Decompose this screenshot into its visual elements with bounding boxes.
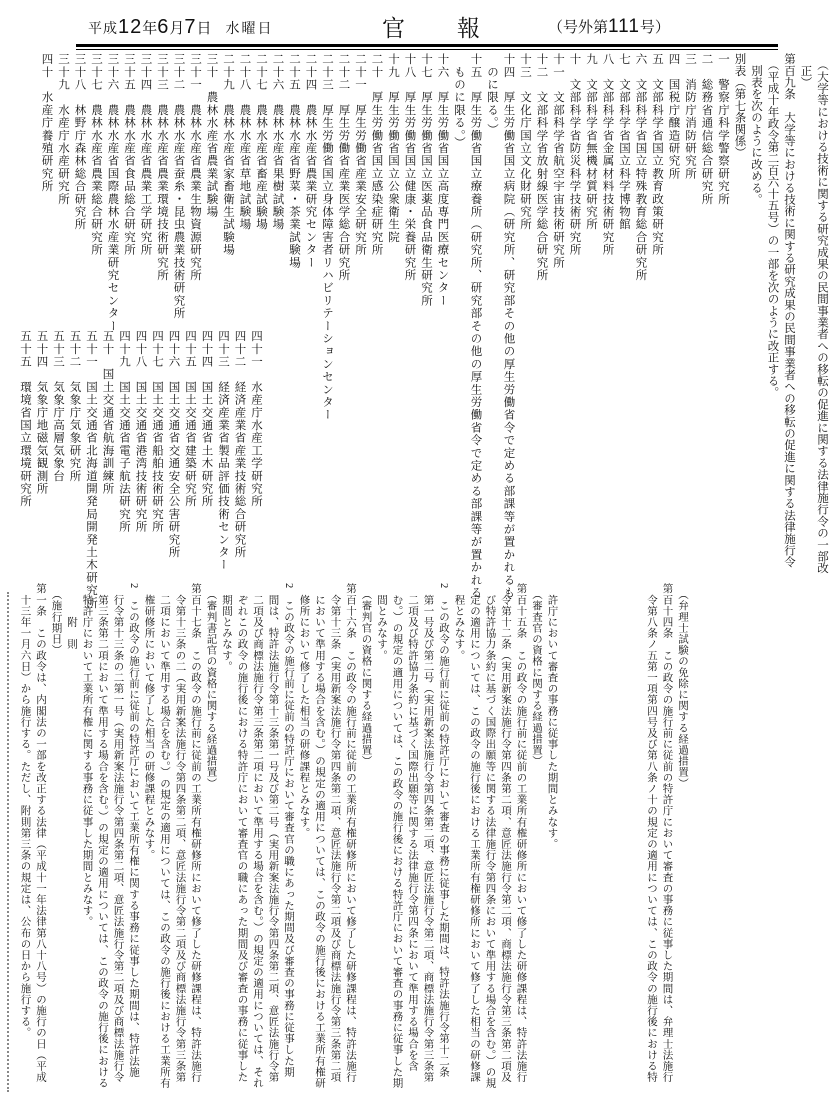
weekday-label: 水曜日 [225, 22, 274, 37]
text-column: 二項及び特許協力条約に基づく国際出願等に関する法律施行令第四条において準用する場合を含 [407, 583, 418, 1072]
text-column: 二十一 厚生労働省産業安全研究所 [354, 53, 366, 257]
header-rule-thin [76, 49, 778, 50]
text-column: 二十七 農林水産省畜産試験場 [255, 53, 267, 231]
text-column: 許庁において審査の事務に従事した期間とみなす。 [546, 583, 558, 850]
text-column: 五十三 気象庁高層気象台 [52, 330, 64, 483]
text-column: 四十一 水産庁水産工学研究所 [250, 330, 262, 508]
text-column: 第一号及び第二号（実用新案法施行令第四条第二項、意匠法施行令第二項、商標法施行令第三条第 [422, 583, 434, 1083]
text-column: ものに限る。） [453, 53, 465, 149]
text-column: 定の適用については、この政令の施行後における工業所有権研修所において修了した相当の研修課 [469, 583, 480, 1083]
text-column: 間とみなす。 [376, 583, 387, 661]
text-column: 第百九条 大学等における技術に関する研究成果の民間事業者への移転の促進に関する法律施行令 [783, 53, 795, 568]
text-column: ぞれこの政令の施行後における特許庁において審査官の職にあった期間及び審査の事務に従事した [236, 583, 248, 1083]
text-column: 五 文部科学省国立教育政策研究所 [651, 53, 663, 257]
text-column: 一 警察庁科学警察研究所 [717, 53, 729, 206]
text-column: 四十三 経済産業省製品評価技術センター [217, 330, 229, 572]
text-column: 十六 厚生労働省国立高度専門医療センター [436, 53, 449, 307]
text-column: 十二 文部科学省放射線医学総合研究所 [535, 53, 548, 282]
text-column: 二 総務省通信総合研究所 [700, 53, 713, 206]
header-rule-thick [76, 44, 778, 47]
text-column: 七 文部科学省国立科学博物館 [618, 53, 630, 231]
text-column: 2 この政令の施行前に従前の特許庁において工業所有権に関する事務に従事した期間は、特許法施 [128, 583, 139, 1078]
text-column: 令第八条ノ五第一項第四号及び第八条ノ十の規定の適用については、この政令の施行後における特 [646, 583, 657, 1083]
text-column: 二十九 農林水産省家畜衛生試験場 [222, 53, 234, 257]
text-column: 附 則 [66, 583, 77, 650]
text-column: 二十 厚生労働省国立感染症研究所 [370, 53, 383, 257]
text-column: 三十六 農林水産省国際農林水産業研究センター [106, 53, 119, 333]
text-column: 間は、特許法施行令第十三条第一号及び第二号（実用新案法施行令第四条第二項、意匠法施行令第 [267, 583, 279, 1083]
text-column: 第三条第二項において準用する場合を含む。）の規定の適用については、この政令の施行後における [97, 583, 108, 1089]
text-column: 二項及び商標法施行令第三条第二項において準用する場合を含む。）の規定の適用については、それ [252, 583, 263, 1089]
text-column: 三十五 農林水産省食品総合研究所 [123, 53, 135, 257]
text-column: 十 文部科学省防災科学技術研究所 [568, 53, 581, 257]
text-column: 四十七 国土交通省船舶技術研究所 [151, 330, 163, 534]
text-column: （弁理士試験の免除に関する経過措置） [677, 583, 688, 789]
text-column: 十四 厚生労働省国立病院（研究所、研究部その他の厚生労働省令で定める部課等が置かれるも [502, 53, 515, 600]
text-column: 四十二 経済産業省産業技術総合研究所 [233, 330, 246, 559]
text-column: 四十九 国土交通省電子航法研究所 [118, 330, 130, 534]
text-column: 五十四 気象庁地磁気観測所 [35, 330, 48, 496]
issue-number: （号外第111号） [548, 16, 670, 37]
text-column: 五十二 気象庁気象研究所 [68, 330, 81, 483]
text-column: 特許庁において工業所有権に関する事務に従事した期間とみなす。 [81, 583, 93, 928]
text-column: 九 文部科学省無機材質研究所 [585, 53, 597, 231]
text-column: 十九 厚生労働省国立公衆衛生院 [387, 53, 399, 244]
text-column: 二項において準用する場合を含む。）の規定の適用については、この政令の施行後における工業所有 [159, 583, 170, 1089]
text-column: 二十四 農林水産省農業研究センター [304, 53, 317, 269]
text-column: （施行期日） [50, 583, 62, 656]
text-column: 第百十七条 この政令の施行前に従前の工業所有権研修所において修了した研修課程は、特許法施行 [190, 583, 201, 1083]
text-column: （審判書記官の資格に関する経過措置） [205, 583, 217, 789]
text-column: 別表（第七条関係） [733, 53, 746, 159]
text-column: 行令第十三条の二第一号（実用新案法施行令第四条第二項、意匠法施行令第二項及び商標法施行令 [112, 583, 124, 1083]
text-column: 三十二 農林水産省蚕糸・昆虫農業技術研究所 [172, 53, 185, 320]
text-column: 十三 文化庁国立文化財研究所 [519, 53, 531, 231]
text-column: 令第十三条の二（実用新案法施行令第四条第二項、意匠法施行令第二項及び商標法施行令第三条第 [174, 583, 186, 1083]
text-column: 十七 厚生労働省国立医薬品食品衛生研究所 [420, 53, 432, 307]
text-column: 令第十二条（実用新案法施行令第四条第二項、意匠法施行令第二項、商標法施行令第三条第二項及 [500, 583, 511, 1083]
text-column: （審査官の資格に関する経過措置） [531, 583, 542, 767]
articles-115-to-suppl-group [17, 583, 560, 1095]
text-column: 四十 水産庁養殖研究所 [40, 53, 53, 193]
text-column: 権研修所において修了した相当の研修課程とみなす。 [143, 583, 155, 861]
text-column: び特許協力条約に基づく国際出願等に関する法律施行令第四条において準用する場合を含む。）の規 [484, 583, 496, 1089]
left-edge-dotted-rule [7, 592, 9, 1092]
text-column: 四十六 国土交通省交通安全公害研究所 [167, 330, 180, 559]
text-column: 四十八 国土交通省港湾技術研究所 [134, 330, 147, 534]
text-column: 六 文部科学省国立特殊教育総合研究所 [634, 53, 647, 282]
text-column: む。）の規定の適用については、この政令の施行後における特許庁において審査の事務に従事した期 [391, 583, 403, 1089]
text-column: 三十八 林野庁森林総合研究所 [73, 53, 86, 231]
text-column: 三十七 農林水産省農業総合研究所 [90, 53, 102, 257]
text-column: 別表を次のように改める。 [750, 53, 762, 206]
text-column: 二十八 農林水産省草地試験場 [238, 53, 251, 231]
text-column: 三十一 農林水産省農業生物資源研究所 [189, 53, 201, 282]
text-column: 八 文部科学省金属材料技術研究所 [601, 53, 614, 257]
text-column: 修所において修了した相当の研修課程とみなす。 [298, 583, 310, 839]
text-column: 四十四 国土交通省土木研究所 [200, 330, 213, 508]
text-column: 三 消防庁消防研究所 [684, 53, 696, 180]
text-column: 十三年一月六日）から施行する。ただし、附則第三条の規定は、公布の日から施行する。 [19, 583, 31, 1039]
text-column: 五十 国土交通省航海訓練所 [101, 330, 114, 496]
text-column: 第一条 この政令は、内閣法の一部を改正する法律（平成十一年法律第八十八号）の施行の日（平成 [35, 583, 46, 1083]
articles-section [10, 583, 690, 1095]
text-column: 第百十五条 この政令の施行前に従前の工業所有権研修所において修了した研修課程は、特許法施行 [515, 583, 527, 1083]
text-column: 三十三 農林水産省農業環境技術研究所 [156, 53, 168, 282]
text-column: において準用する場合を含む。）の規定の適用については、この政令の施行後における工業所有権研 [314, 583, 325, 1089]
text-column: 令第十三条（実用新案法施行令第四条第二項、意匠法施行令第二項及び商標法施行令第三条第二項 [329, 583, 341, 1083]
text-column: 第百十六条 この政令の施行前に従前の工業所有権研修所において修了した研修課程は、特許法施行 [345, 583, 356, 1083]
text-column: 二十三 厚生労働省国立身体障害者リハビリテーションセンター [321, 53, 333, 422]
text-column: （審判官の資格に関する経過措置） [360, 583, 372, 767]
text-column: 二十五 農林水産省野菜・茶業試験場 [288, 53, 300, 269]
text-column: 第百十四条 この政令の施行前に従前の特許庁において審査の事務に従事した期間は、弁理士法施行 [661, 583, 673, 1083]
text-column: 三十 農林水産省農業試験場 [205, 53, 218, 219]
page-header [0, 8, 833, 44]
text-column: 2 この政令の施行前に従前の特許庁において審査の事務に従事した期間は、特許法施行令第十二条 [438, 583, 449, 1078]
text-column: 二十二 厚生労働省産業医学総合研究所 [337, 53, 350, 282]
text-column: のに限る。） [486, 53, 498, 137]
text-column: 十五 厚生労働省国立療養所（研究所、研究部その他の厚生労働省令で定める部課等が置かれる [469, 53, 482, 600]
text-column: 程とみなす。 [453, 583, 465, 661]
text-column: （大学等における技術に関する研究成果の民間事業者への移転の促進に関する法律施行令の一部改 [816, 53, 828, 574]
issue-date: 平成12年6月7日 水曜日 [88, 16, 274, 38]
gazette-title: 官 報 [382, 16, 482, 41]
text-column: 四 国税庁醸造研究所 [667, 53, 680, 180]
text-column: 三十九 水産庁水産研究所 [57, 53, 69, 206]
text-column: 十八 厚生労働省国立健康・栄養研究所 [403, 53, 416, 282]
era-label: 平成 [88, 22, 118, 37]
text-column: 四十五 国土交通省建築研究所 [184, 330, 196, 508]
text-column: 五十一 国土交通省北海道開発局開発土木研究所 [85, 330, 97, 610]
text-column: 五十五 環境省国立環境研究所 [19, 330, 31, 508]
text-column: （平成十年政令第二百六十五号）の一部を次のように改正する。 [766, 53, 779, 399]
text-column: 二十六 農林水産省果樹試験場 [271, 53, 284, 231]
text-column: 2 この政令の施行前に従前の特許庁において審査官の職にあった期間及び審査の事務に従事した期 [283, 583, 294, 1078]
text-column: 三十四 農林水産省農業工学研究所 [139, 53, 152, 257]
text-column: 正） [799, 53, 812, 89]
article-114-group [644, 583, 691, 1095]
text-column: 期間とみなす。 [221, 583, 232, 672]
text-column: 十一 文部科学省航空宇宙技術研究所 [552, 53, 564, 269]
